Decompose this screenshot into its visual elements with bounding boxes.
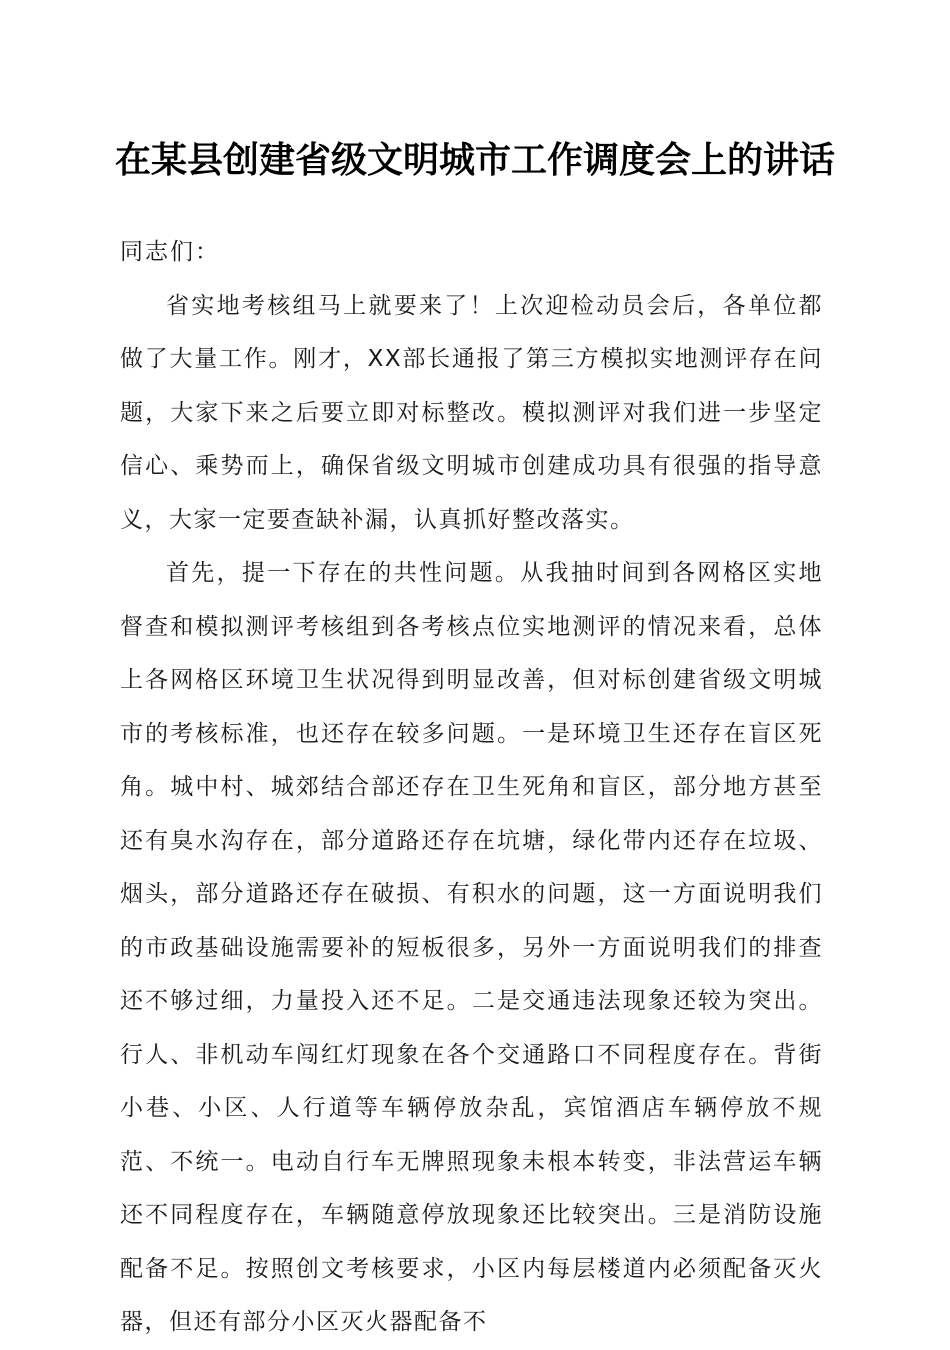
document-title: 在某县创建省级文明城市工作调度会上的讲话 <box>114 139 835 181</box>
paragraph-2: 首先，提一下存在的共性问题。从我抽时间到各网格区实地督查和模拟测评考核组到各考核点位实地测评的情况来看，总体上各网格区环境卫生状况得到明显改善，但对标创建省级文明城市的考核标准，也还存在较多问题。一是环境卫生还存在盲区死角。城中村、城郊结合部还存在卫生死角和盲区，部分地方甚至还有臭水沟存在，部分道路还存在坑塘，绿化带内还存在垃圾、烟头，部分道路还存在破损、有积水的问题，这一方面说明我们的市政基础设施需要补的短板很多，另外一方面说明我们的排查还不够过细，力量投入还不足。二是交通违法现象还较为突出。行人、非机动车闯红灯现象在各个交通路口不同程度存在。背街小巷、小区、人行道等车辆停放杂乱，宾馆酒店车辆停放不规范、不统一。电动自行车无牌照现象未根本转变，非法营运车辆还不同程度存在，车辆随意停放现象还比较突出。三是消防设施配备不足。按照创文考核要求，小区内每层楼道内必须配备灭火器，但还有部分小区灭火器配备不 <box>120 560 823 1335</box>
document-body <box>120 226 823 1350</box>
paragraph-1: 省实地考核组马上就要来了！上次迎检动员会后，各单位都做了大量工作。刚才，XX部长通报了第三方模拟实地测评存在问题，大家下来之后要立即对标整改。模拟测评对我们进一步坚定信心、乘势而上，确保省级文明城市创建成功具有很强的指导意义，大家一定要查缺补漏，认真抓好整改落实。 <box>120 292 823 533</box>
salutation: 同志们： <box>120 239 220 265</box>
